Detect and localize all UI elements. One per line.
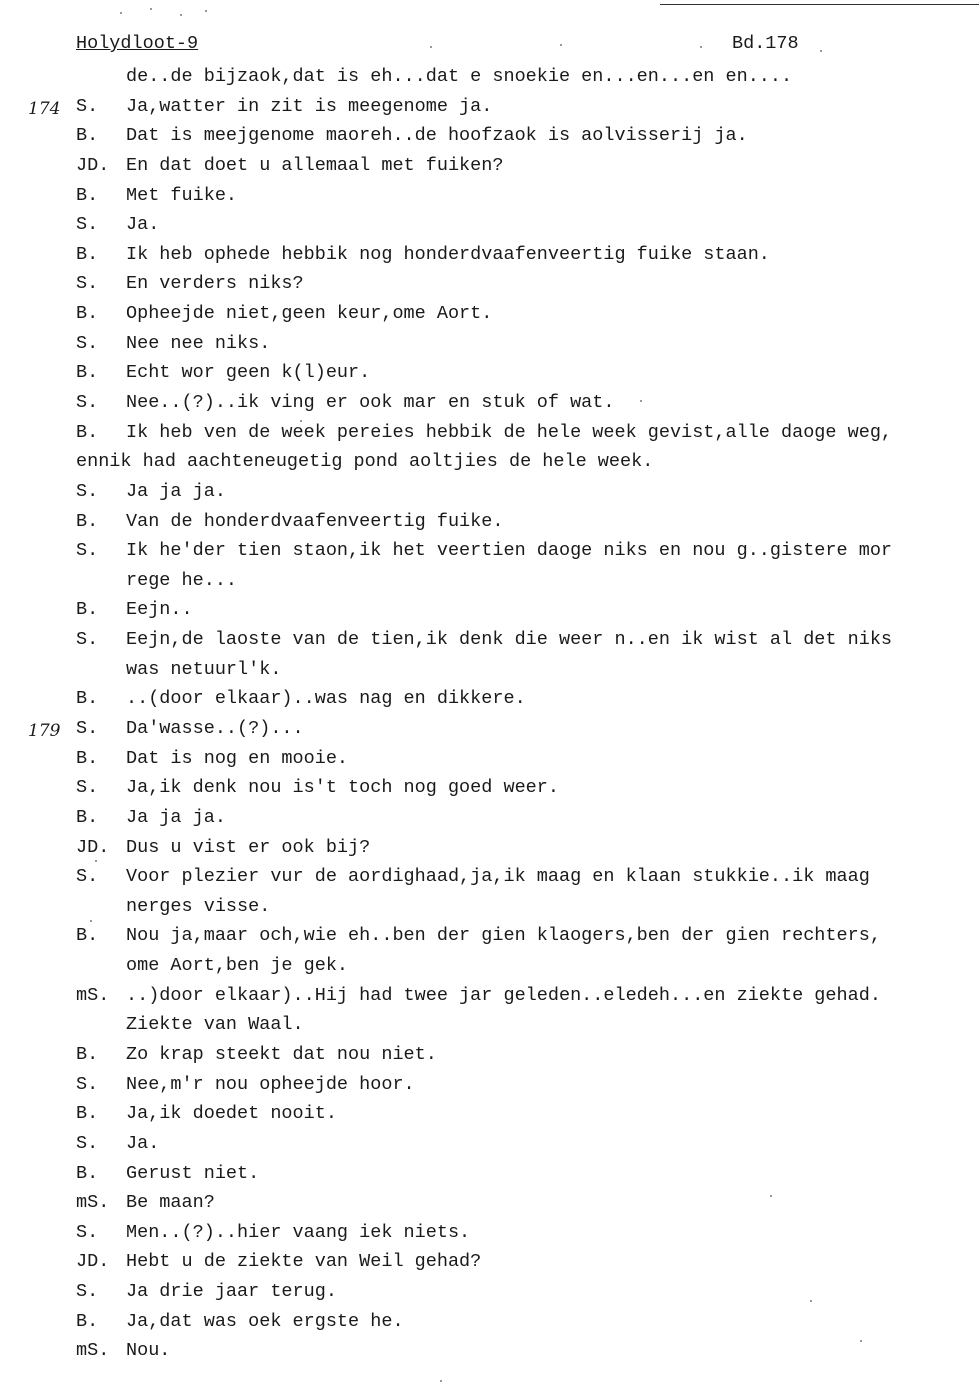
speaker-label: B.: [76, 243, 99, 265]
speaker-label: B.: [76, 688, 99, 710]
utterance-text: Dus u vist er ook bij?: [126, 836, 371, 858]
speaker-label: B.: [76, 1044, 99, 1065]
page-header: [76, 33, 956, 59]
top-rule: [660, 4, 979, 5]
speaker-label: B.: [76, 806, 99, 828]
speaker-label: B.: [76, 510, 99, 532]
speaker-label: B.: [76, 1103, 99, 1125]
utterance-text: Ja ja ja.: [126, 806, 226, 828]
speaker-label: S.: [76, 777, 99, 799]
speaker-label: B.: [76, 125, 99, 147]
speaker-label: S.: [76, 332, 99, 354]
speaker-label: S.: [76, 540, 99, 562]
utterance-text: Ik heb ven de week pereies hebbik de hele week gevist,alle daoge weg,: [126, 421, 893, 443]
scan-speck: [120, 12, 122, 14]
utterance-continuation: ome Aort,ben je gek.: [126, 955, 349, 977]
speaker-label: B.: [76, 599, 99, 621]
speaker-label: B.: [76, 1162, 99, 1184]
utterance-text: Ja,ik doedet nooit.: [126, 1103, 337, 1125]
speaker-label: B.: [76, 303, 99, 325]
margin-note: 174: [28, 98, 61, 119]
scan-speck: [180, 14, 182, 16]
scan-speck: [95, 860, 97, 862]
utterance-text: Zo krap steekt dat nou niet.: [126, 1044, 437, 1065]
speaker-label: JD.: [76, 154, 110, 176]
scan-speck: [820, 50, 822, 52]
utterance-text: Dat is meejgenome maoreh..de hoofzaok is aolvisserij ja.: [126, 125, 748, 147]
speaker-label: mS.: [76, 984, 110, 1006]
speaker-label: S.: [76, 273, 99, 295]
speaker-label: S.: [76, 1281, 99, 1303]
speaker-label: mS.: [76, 1340, 110, 1362]
speaker-label: S.: [76, 1073, 99, 1095]
utterance-text: Eejn,de laoste van de tien,ik denk die weer n..en ik wist al det niks: [126, 629, 893, 651]
scan-speck: [440, 1380, 442, 1382]
utterance-text: Dat is nog en mooie.: [126, 747, 349, 769]
document-title: Holydloot-9: [76, 33, 199, 54]
speaker-label: B.: [76, 362, 99, 384]
speaker-label: B.: [76, 925, 99, 947]
utterance-text: Nee nee niks.: [126, 332, 271, 354]
utterance-text: Ja ja ja.: [126, 480, 226, 502]
scan-speck: [150, 8, 152, 10]
utterance-text: Met fuike.: [126, 184, 238, 206]
utterance-text: Ja,watter in zit is meegenome ja.: [126, 95, 493, 117]
utterance-text: Nou ja,maar och,wie eh..ben der gien klaogers,ben der gien rechters,: [126, 925, 881, 947]
speaker-label: S.: [76, 480, 99, 502]
utterance-text: En dat doet u allemaal met fuiken?: [126, 154, 504, 176]
utterance-text: Hebt u de ziekte van Weil gehad?: [126, 1251, 482, 1273]
scan-speck: [640, 400, 642, 402]
utterance-text: Men..(?)..hier vaang iek niets.: [126, 1221, 471, 1243]
utterance-continuation: Ziekte van Waal.: [126, 1014, 304, 1036]
speaker-label: B.: [76, 747, 99, 769]
utterance-text: Ik he'der tien staon,ik het veertien daoge niks en nou g..gistere mor: [126, 540, 893, 562]
utterance-text: Voor plezier vur de aordighaad,ja,ik maag en klaan stukkie..ik maag: [126, 866, 870, 888]
speaker-label: S.: [76, 1132, 99, 1154]
utterance-continuation: was netuurl'k.: [126, 658, 282, 680]
scan-speck: [700, 46, 702, 48]
utterance-text: En verders niks?: [126, 273, 304, 295]
speaker-label: B.: [76, 1310, 99, 1332]
utterance-text: Nee,m'r nou opheejde hoor.: [126, 1073, 415, 1095]
utterance-continuation: ennik had aachteneugetig pond aoltjies de hele week.: [76, 451, 654, 473]
speaker-label: S.: [76, 866, 99, 888]
utterance-text: Ja,dat was oek ergste he.: [126, 1310, 404, 1332]
utterance-text: Nee..(?)..ik ving er ook mar en stuk of wat.: [126, 392, 615, 413]
speaker-label: S.: [76, 392, 99, 413]
utterance-continuation: nerges visse.: [126, 895, 271, 917]
utterance-text: Ik heb ophede hebbik nog honderdvaafenveertig fuike staan.: [126, 243, 770, 265]
scan-speck: [205, 10, 207, 12]
page-reference: Bd.178: [732, 33, 799, 54]
utterance-text: Ja drie jaar terug.: [126, 1281, 337, 1303]
scan-speck: [770, 1195, 772, 1197]
scan-speck: [90, 920, 92, 922]
utterance-text: ..)door elkaar)..Hij had twee jar geleden..eledeh...en ziekte gehad.: [126, 984, 881, 1006]
scan-speck: [860, 1340, 862, 1342]
speaker-label: S.: [76, 95, 99, 117]
utterance-continuation: rege he...: [126, 569, 238, 591]
utterance-text: Eejn..: [126, 599, 193, 621]
scan-speck: [810, 1300, 812, 1302]
utterance-text: Be maan?: [126, 1192, 215, 1214]
speaker-label: B.: [76, 184, 99, 206]
utterance-text: Ja.: [126, 1132, 160, 1154]
scan-speck: [300, 420, 302, 422]
utterance-text: Da'wasse..(?)...: [126, 718, 304, 739]
utterance-text: Ja.: [126, 214, 160, 236]
speaker-label: S.: [76, 718, 99, 739]
utterance-text: Van de honderdvaafenveertig fuike.: [126, 510, 504, 532]
utterance-text: Nou.: [126, 1340, 171, 1362]
utterance-text: Opheejde niet,geen keur,ome Aort.: [126, 303, 493, 325]
scan-speck: [430, 46, 432, 48]
utterance-text: Echt wor geen k(l)eur.: [126, 362, 371, 384]
utterance-text: Gerust niet.: [126, 1162, 260, 1184]
speaker-label: JD.: [76, 836, 110, 858]
speaker-label: S.: [76, 629, 99, 651]
utterance-text: ..(door elkaar)..was nag en dikkere.: [126, 688, 526, 710]
speaker-label: S.: [76, 214, 99, 236]
speaker-label: mS.: [76, 1192, 110, 1214]
utterance-text: Ja,ik denk nou is't toch nog goed weer.: [126, 777, 559, 799]
continuation-line: de..de bijzaok,dat is eh...dat e snoekie en...en...en en....: [126, 66, 793, 87]
speaker-label: S.: [76, 1221, 99, 1243]
speaker-label: B.: [76, 421, 99, 443]
scan-speck: [560, 44, 562, 46]
margin-note: 179: [28, 720, 61, 741]
speaker-label: JD.: [76, 1251, 110, 1273]
